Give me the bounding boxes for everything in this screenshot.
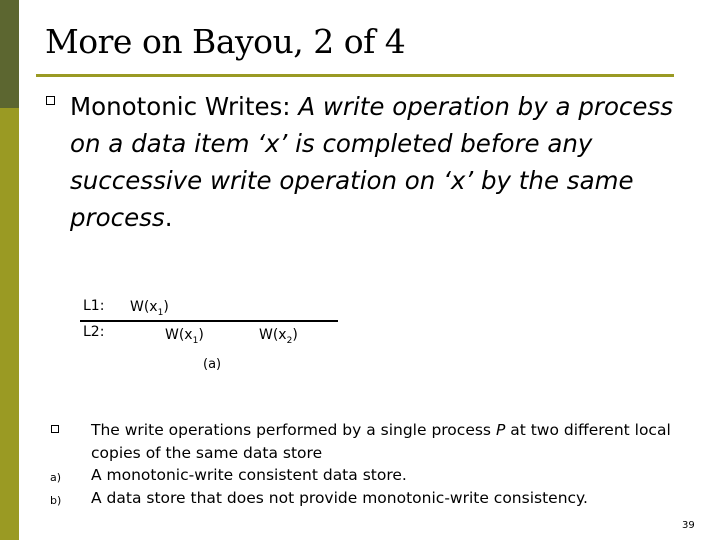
title-underline bbox=[36, 74, 674, 77]
main-bullet-lead: Monotonic Writes: bbox=[70, 92, 299, 121]
main-bullet-body: A write operation by a process on a data item ‘x’ is completed before any successive write operation on ‘x’ by the same process bbox=[70, 92, 674, 232]
diagram-caption: (a) bbox=[203, 357, 222, 372]
diagram-w-x1-top: $W(x_1)$ bbox=[130, 299, 169, 318]
list-marker: b) bbox=[50, 493, 62, 507]
diagram-w-x2-bottom: $W(x_2)$ bbox=[259, 327, 298, 346]
list-item bbox=[50, 419, 710, 464]
list-item bbox=[50, 464, 710, 487]
list-bullet-icon bbox=[51, 425, 59, 433]
diagram-w-x1-bottom: $W(x_1)$ bbox=[165, 327, 204, 346]
list-item-text: A monotonic-write consistent data store. bbox=[91, 466, 407, 484]
list-marker: a) bbox=[50, 471, 62, 484]
page-number: 39 bbox=[682, 520, 695, 531]
main-bullet-text bbox=[70, 88, 710, 236]
list-item bbox=[50, 487, 710, 510]
list-item-text: The write operations performed by a single process P at two different local copies of the same data store bbox=[91, 421, 671, 462]
main-bullet-end: . bbox=[164, 203, 173, 232]
caption-list bbox=[50, 419, 710, 509]
side-strip-light-segment bbox=[0, 108, 19, 540]
slide-title: More on Bayou, 2 of 4 bbox=[45, 22, 406, 61]
diagram-row2-label: L2: bbox=[83, 324, 105, 340]
list-item-text: A data store that does not provide monotonic-write consistency. bbox=[91, 488, 588, 507]
diagram-separator-line bbox=[80, 320, 338, 322]
side-strip-dark-segment bbox=[0, 0, 19, 108]
main-bullet-icon bbox=[46, 96, 55, 105]
diagram-row1-label: L1: bbox=[83, 298, 105, 314]
side-strip bbox=[0, 0, 19, 540]
